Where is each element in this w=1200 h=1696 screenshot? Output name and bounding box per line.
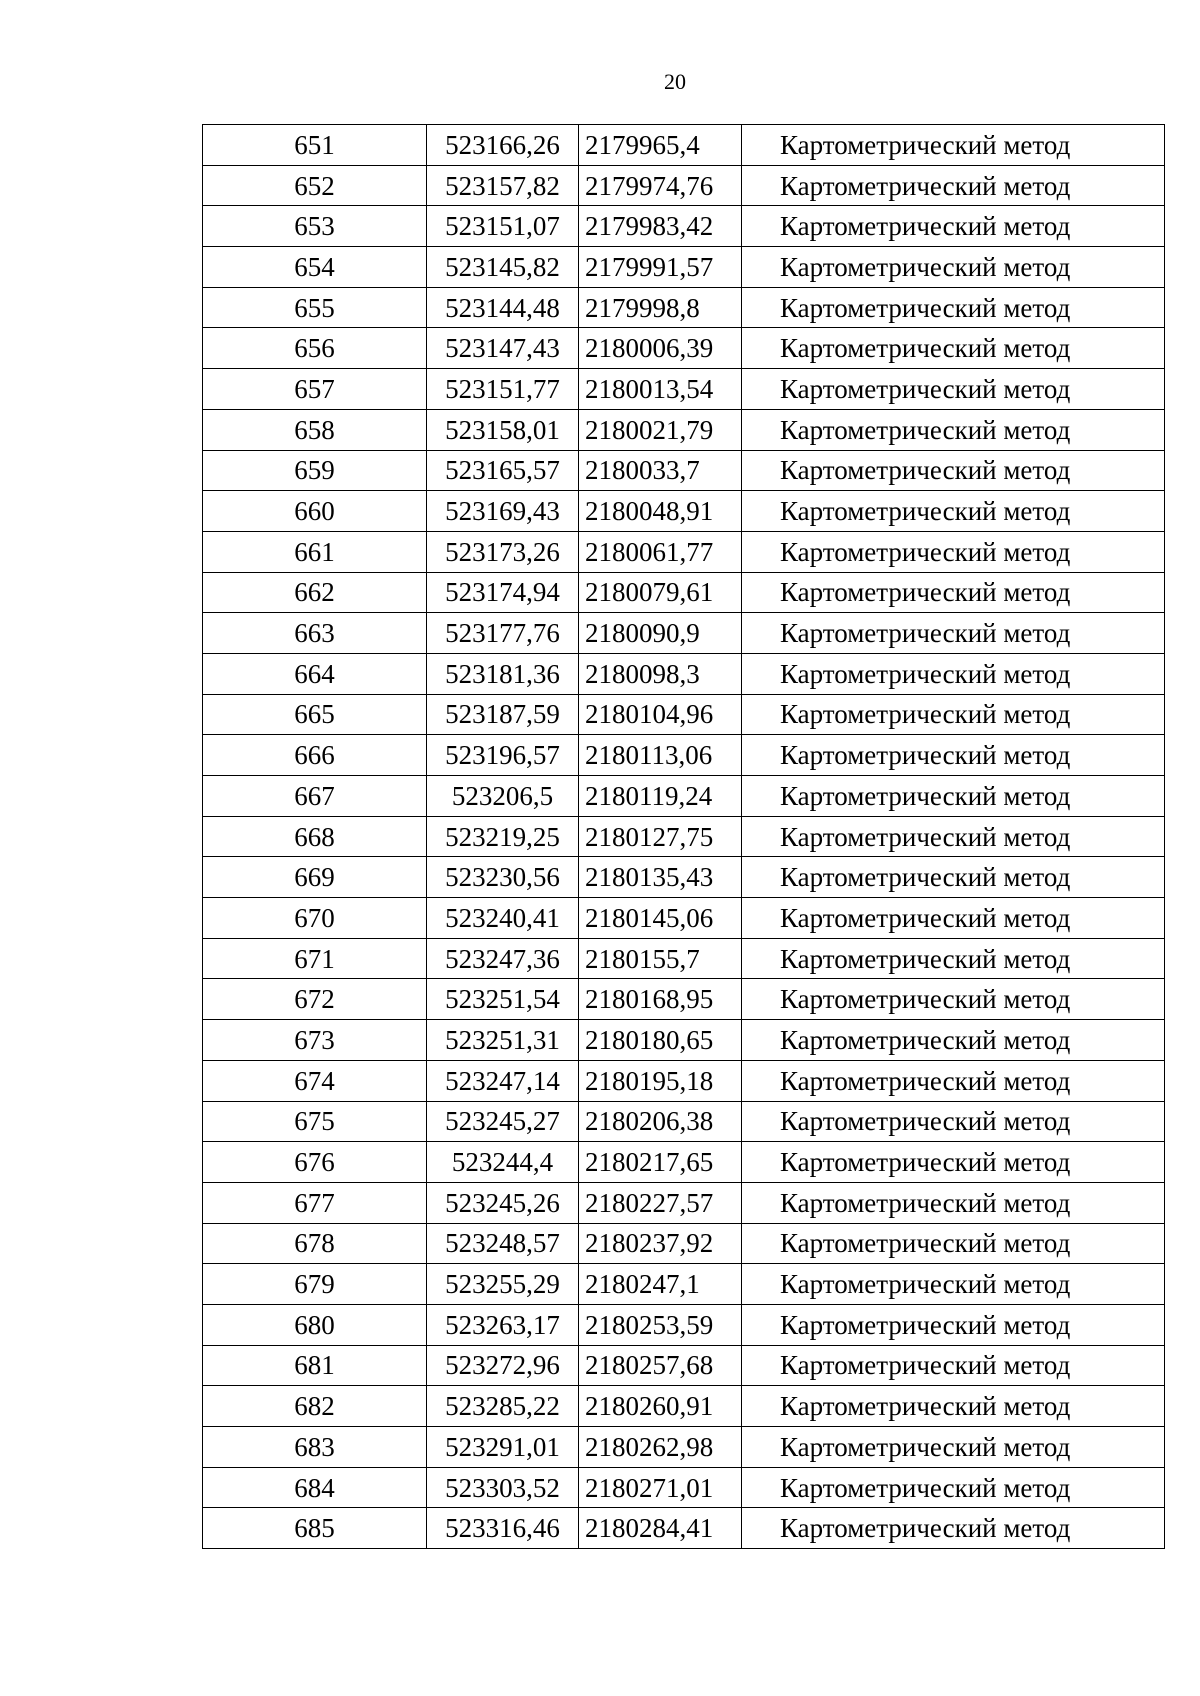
point-number-cell: 670 — [203, 898, 427, 939]
x-coordinate-cell: 523187,59 — [427, 694, 579, 735]
x-coordinate-cell: 523263,17 — [427, 1304, 579, 1345]
method-cell: Картометрический метод — [742, 409, 1165, 450]
y-coordinate-cell: 2180013,54 — [579, 369, 742, 410]
table-row — [203, 898, 1165, 939]
table-row — [203, 1020, 1165, 1061]
x-coordinate-cell: 523151,77 — [427, 369, 579, 410]
table-row — [203, 776, 1165, 817]
y-coordinate-cell: 2180262,98 — [579, 1427, 742, 1468]
point-number-cell: 654 — [203, 247, 427, 288]
y-coordinate-cell: 2180135,43 — [579, 857, 742, 898]
x-coordinate-cell: 523169,43 — [427, 491, 579, 532]
y-coordinate-cell: 2180098,3 — [579, 653, 742, 694]
table-row — [203, 1386, 1165, 1427]
table-row — [203, 125, 1165, 166]
y-coordinate-cell: 2180119,24 — [579, 776, 742, 817]
table-row — [203, 409, 1165, 450]
point-number-cell: 671 — [203, 938, 427, 979]
y-coordinate-cell: 2180127,75 — [579, 816, 742, 857]
table-row — [203, 1304, 1165, 1345]
x-coordinate-cell: 523145,82 — [427, 247, 579, 288]
point-number-cell: 673 — [203, 1020, 427, 1061]
method-cell: Картометрический метод — [742, 857, 1165, 898]
table-row — [203, 694, 1165, 735]
method-cell: Картометрический метод — [742, 776, 1165, 817]
x-coordinate-cell: 523272,96 — [427, 1345, 579, 1386]
table-row — [203, 450, 1165, 491]
y-coordinate-cell: 2180180,65 — [579, 1020, 742, 1061]
table-row — [203, 206, 1165, 247]
y-coordinate-cell: 2180271,01 — [579, 1467, 742, 1508]
point-number-cell: 681 — [203, 1345, 427, 1386]
table-row — [203, 1427, 1165, 1468]
point-number-cell: 683 — [203, 1427, 427, 1468]
x-coordinate-cell: 523248,57 — [427, 1223, 579, 1264]
method-cell: Картометрический метод — [742, 1345, 1165, 1386]
x-coordinate-cell: 523251,54 — [427, 979, 579, 1020]
y-coordinate-cell: 2180061,77 — [579, 531, 742, 572]
point-number-cell: 660 — [203, 491, 427, 532]
point-number-cell: 672 — [203, 979, 427, 1020]
method-cell: Картометрический метод — [742, 1304, 1165, 1345]
table-row — [203, 1223, 1165, 1264]
method-cell: Картометрический метод — [742, 979, 1165, 1020]
y-coordinate-cell: 2180195,18 — [579, 1060, 742, 1101]
method-cell: Картометрический метод — [742, 613, 1165, 654]
y-coordinate-cell: 2180253,59 — [579, 1304, 742, 1345]
method-cell: Картометрический метод — [742, 1142, 1165, 1183]
x-coordinate-cell: 523247,14 — [427, 1060, 579, 1101]
y-coordinate-cell: 2180155,7 — [579, 938, 742, 979]
method-cell: Картометрический метод — [742, 491, 1165, 532]
y-coordinate-cell: 2180113,06 — [579, 735, 742, 776]
method-cell: Картометрический метод — [742, 735, 1165, 776]
y-coordinate-cell: 2180079,61 — [579, 572, 742, 613]
point-number-cell: 659 — [203, 450, 427, 491]
method-cell: Картометрический метод — [742, 572, 1165, 613]
x-coordinate-cell: 523245,27 — [427, 1101, 579, 1142]
x-coordinate-cell: 523245,26 — [427, 1182, 579, 1223]
x-coordinate-cell: 523151,07 — [427, 206, 579, 247]
y-coordinate-cell: 2180104,96 — [579, 694, 742, 735]
x-coordinate-cell: 523206,5 — [427, 776, 579, 817]
point-number-cell: 657 — [203, 369, 427, 410]
x-coordinate-cell: 523303,52 — [427, 1467, 579, 1508]
point-number-cell: 685 — [203, 1508, 427, 1549]
point-number-cell: 656 — [203, 328, 427, 369]
table-row — [203, 857, 1165, 898]
x-coordinate-cell: 523219,25 — [427, 816, 579, 857]
y-coordinate-cell: 2180048,91 — [579, 491, 742, 532]
x-coordinate-cell: 523157,82 — [427, 165, 579, 206]
method-cell: Картометрический метод — [742, 206, 1165, 247]
table-row — [203, 1060, 1165, 1101]
point-number-cell: 652 — [203, 165, 427, 206]
x-coordinate-cell: 523247,36 — [427, 938, 579, 979]
method-cell: Картометрический метод — [742, 816, 1165, 857]
point-number-cell: 679 — [203, 1264, 427, 1305]
method-cell: Картометрический метод — [742, 450, 1165, 491]
point-number-cell: 680 — [203, 1304, 427, 1345]
point-number-cell: 674 — [203, 1060, 427, 1101]
method-cell: Картометрический метод — [742, 125, 1165, 166]
point-number-cell: 682 — [203, 1386, 427, 1427]
point-number-cell: 658 — [203, 409, 427, 450]
table-row — [203, 531, 1165, 572]
coordinates-table-body — [203, 125, 1165, 1549]
table-row — [203, 572, 1165, 613]
table-row — [203, 1467, 1165, 1508]
y-coordinate-cell: 2180145,06 — [579, 898, 742, 939]
y-coordinate-cell: 2180227,57 — [579, 1182, 742, 1223]
method-cell: Картометрический метод — [742, 1020, 1165, 1061]
method-cell: Картометрический метод — [742, 938, 1165, 979]
x-coordinate-cell: 523291,01 — [427, 1427, 579, 1468]
y-coordinate-cell: 2180284,41 — [579, 1508, 742, 1549]
x-coordinate-cell: 523181,36 — [427, 653, 579, 694]
point-number-cell: 676 — [203, 1142, 427, 1183]
method-cell: Картометрический метод — [742, 898, 1165, 939]
method-cell: Картометрический метод — [742, 369, 1165, 410]
x-coordinate-cell: 523158,01 — [427, 409, 579, 450]
method-cell: Картометрический метод — [742, 1182, 1165, 1223]
point-number-cell: 661 — [203, 531, 427, 572]
x-coordinate-cell: 523240,41 — [427, 898, 579, 939]
table-row — [203, 1345, 1165, 1386]
x-coordinate-cell: 523251,31 — [427, 1020, 579, 1061]
method-cell: Картометрический метод — [742, 247, 1165, 288]
method-cell: Картометрический метод — [742, 1223, 1165, 1264]
table-row — [203, 491, 1165, 532]
y-coordinate-cell: 2180217,65 — [579, 1142, 742, 1183]
table-row — [203, 613, 1165, 654]
table-row — [203, 735, 1165, 776]
point-number-cell: 666 — [203, 735, 427, 776]
point-number-cell: 684 — [203, 1467, 427, 1508]
page-number: 20 — [664, 69, 686, 94]
x-coordinate-cell: 523244,4 — [427, 1142, 579, 1183]
x-coordinate-cell: 523196,57 — [427, 735, 579, 776]
y-coordinate-cell: 2179991,57 — [579, 247, 742, 288]
table-row — [203, 979, 1165, 1020]
method-cell: Картометрический метод — [742, 1427, 1165, 1468]
x-coordinate-cell: 523285,22 — [427, 1386, 579, 1427]
method-cell: Картометрический метод — [742, 1060, 1165, 1101]
y-coordinate-cell: 2180206,38 — [579, 1101, 742, 1142]
point-number-cell: 667 — [203, 776, 427, 817]
table-row — [203, 1508, 1165, 1549]
table-row — [203, 247, 1165, 288]
method-cell: Картометрический метод — [742, 1386, 1165, 1427]
table-row — [203, 369, 1165, 410]
y-coordinate-cell: 2180260,91 — [579, 1386, 742, 1427]
method-cell: Картометрический метод — [742, 1508, 1165, 1549]
point-number-cell: 677 — [203, 1182, 427, 1223]
y-coordinate-cell: 2180168,95 — [579, 979, 742, 1020]
x-coordinate-cell: 523255,29 — [427, 1264, 579, 1305]
table-row — [203, 1142, 1165, 1183]
y-coordinate-cell: 2180006,39 — [579, 328, 742, 369]
y-coordinate-cell: 2180033,7 — [579, 450, 742, 491]
table-row — [203, 1182, 1165, 1223]
x-coordinate-cell: 523173,26 — [427, 531, 579, 572]
x-coordinate-cell: 523177,76 — [427, 613, 579, 654]
method-cell: Картометрический метод — [742, 328, 1165, 369]
x-coordinate-cell: 523147,43 — [427, 328, 579, 369]
y-coordinate-cell: 2180021,79 — [579, 409, 742, 450]
point-number-cell: 665 — [203, 694, 427, 735]
method-cell: Картометрический метод — [742, 1101, 1165, 1142]
method-cell: Картометрический метод — [742, 165, 1165, 206]
y-coordinate-cell: 2179965,4 — [579, 125, 742, 166]
point-number-cell: 669 — [203, 857, 427, 898]
method-cell: Картометрический метод — [742, 531, 1165, 572]
y-coordinate-cell: 2180090,9 — [579, 613, 742, 654]
x-coordinate-cell: 523230,56 — [427, 857, 579, 898]
table-row — [203, 165, 1165, 206]
x-coordinate-cell: 523316,46 — [427, 1508, 579, 1549]
point-number-cell: 655 — [203, 287, 427, 328]
table-row — [203, 328, 1165, 369]
x-coordinate-cell: 523165,57 — [427, 450, 579, 491]
y-coordinate-cell: 2179998,8 — [579, 287, 742, 328]
table-row — [203, 1264, 1165, 1305]
table-row — [203, 938, 1165, 979]
point-number-cell: 675 — [203, 1101, 427, 1142]
y-coordinate-cell: 2179974,76 — [579, 165, 742, 206]
method-cell: Картометрический метод — [742, 1264, 1165, 1305]
point-number-cell: 653 — [203, 206, 427, 247]
point-number-cell: 651 — [203, 125, 427, 166]
y-coordinate-cell: 2180247,1 — [579, 1264, 742, 1305]
x-coordinate-cell: 523144,48 — [427, 287, 579, 328]
y-coordinate-cell: 2180237,92 — [579, 1223, 742, 1264]
y-coordinate-cell: 2180257,68 — [579, 1345, 742, 1386]
x-coordinate-cell: 523166,26 — [427, 125, 579, 166]
method-cell: Картометрический метод — [742, 1467, 1165, 1508]
point-number-cell: 668 — [203, 816, 427, 857]
method-cell: Картометрический метод — [742, 287, 1165, 328]
method-cell: Картометрический метод — [742, 653, 1165, 694]
point-number-cell: 678 — [203, 1223, 427, 1264]
point-number-cell: 663 — [203, 613, 427, 654]
point-number-cell: 662 — [203, 572, 427, 613]
point-number-cell: 664 — [203, 653, 427, 694]
table-row — [203, 653, 1165, 694]
table-row — [203, 1101, 1165, 1142]
table-row — [203, 816, 1165, 857]
y-coordinate-cell: 2179983,42 — [579, 206, 742, 247]
table-row — [203, 287, 1165, 328]
coordinates-table — [202, 124, 1165, 1549]
x-coordinate-cell: 523174,94 — [427, 572, 579, 613]
method-cell: Картометрический метод — [742, 694, 1165, 735]
